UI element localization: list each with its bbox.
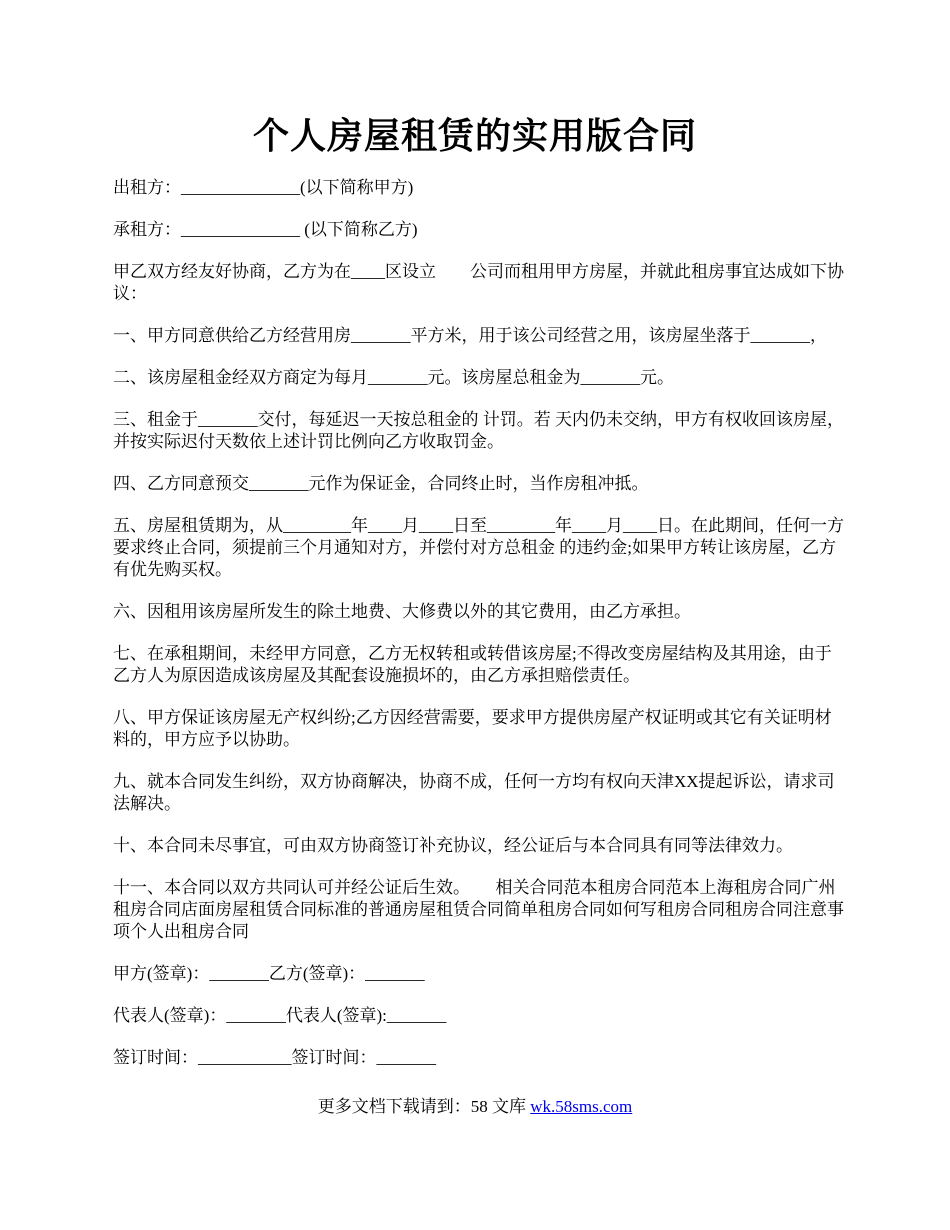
clause-9: 九、就本合同发生纠纷，双方协商解决，协商不成，任何一方均有权向天津XX提起诉讼，请求司法解决。 xyxy=(113,772,835,813)
clause-3: 三、租金于_______交付，每延迟一天按总租金的 计罚。若 天内仍未交纳，甲方有权收回该房屋，并按实际迟付天数依上述计罚比例向乙方收取罚金。 xyxy=(113,410,844,451)
clause-6: 六、因租用该房屋所发生的除土地费、大修费以外的其它费用，由乙方承担。 xyxy=(113,602,691,621)
lessee-line: 承租方：______________ (以下简称乙方) xyxy=(113,220,418,239)
clause-8: 八、甲方保证该房屋无产权纠纷;乙方因经营需要，要求甲方提供房屋产权证明或其它有关证明材料的，甲方应予以协助。 xyxy=(113,708,832,749)
preamble-paragraph: 甲乙双方经友好协商，乙方为在____区设立 公司而租用甲方房屋，并就此租房事宜达成如下协议： xyxy=(113,262,844,303)
clause-11: 十一、本合同以双方共同认可并经公证后生效。 相关合同范本租房合同范本上海租房合同广州租房合同店面房屋租赁合同标准的普通房屋租赁合同简单租房合同如何写租房合同租房合同注意事项个人出租房合同 xyxy=(113,878,844,941)
clause-1: 一、甲方同意供给乙方经营用房_______平方米，用于该公司经营之用，该房屋坐落于_______， xyxy=(113,326,827,345)
clause-4: 四、乙方同意预交_______元作为保证金，合同终止时，当作房租冲抵。 xyxy=(113,474,649,493)
footer-text: 更多文档下载请到：58 文库 xyxy=(317,1097,531,1116)
clause-5: 五、房屋租赁期为，从________年____月____日至________年____月____日。在此期间，任何一方要求终止合同，须提前三个月通知对方，并偿付对方总租金 的违约金;如果甲方转让该房屋，乙方有优先购买权。 xyxy=(113,516,844,579)
document-body xyxy=(113,177,848,1089)
clause-7: 七、在承租期间，未经甲方同意，乙方无权转租或转借该房屋;不得改变房屋结构及其用途，由于乙方人为原因造成该房屋及其配套设施损坏的，由乙方承担赔偿责任。 xyxy=(113,644,832,685)
representative-line: 代表人(签章)：_______代表人(签章):_______ xyxy=(113,1006,447,1025)
lessor-line: 出租方：______________(以下简称甲方) xyxy=(113,178,414,197)
document-title: 个人房屋租赁的实用版合同 xyxy=(252,116,697,156)
signature-line: 甲方(签章)：_______乙方(签章)：_______ xyxy=(113,964,425,983)
footer-link[interactable]: wk.58sms.com xyxy=(530,1097,633,1116)
page-footer xyxy=(0,1096,950,1118)
clause-10: 十、本合同未尽事宜，可由双方协商签订补充协议，经公证后与本合同具有同等法律效力。 xyxy=(113,836,793,855)
signing-date-line: 签订时间：___________签订时间：_______ xyxy=(113,1048,436,1067)
clause-2: 二、该房屋租金经双方商定为每月_______元。该房屋总租金为_______元。 xyxy=(113,368,674,387)
